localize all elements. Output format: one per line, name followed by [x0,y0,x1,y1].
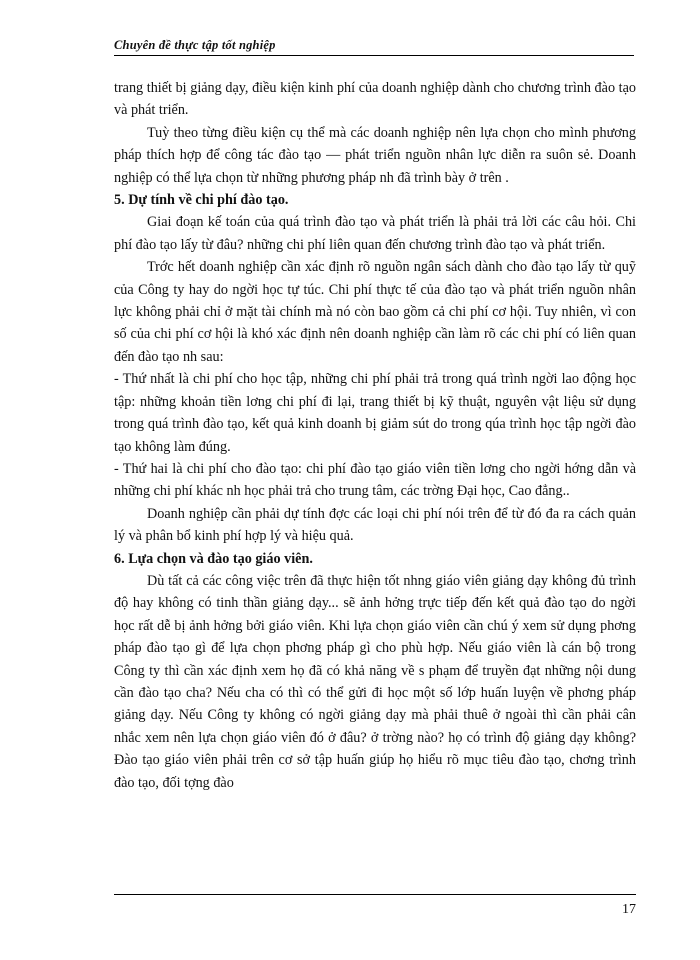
header-title: Chuyên đề thực tập tốt nghiệp [114,38,276,52]
paragraph-3: Giai đoạn kế toán của quá trình đào tạo và phát triển là phải trả lời các câu hỏi. Chi phí đào tạo lấy từ đâu? những chi phí liên quan đến chương trình đào tạo và phát triển. [114,214,636,253]
page-number: 17 [622,902,636,917]
section-heading-6: 6. Lựa chọn và đào tạo giáo viên. [114,550,313,567]
page-body [114,77,636,794]
section-heading-5: 5. Dự tính về chi phí đào tạo. [114,192,289,209]
paragraph-1: trang thiết bị giảng dạy, điều kiện kinh phí của doanh nghiệp dành cho chương trình đào tạo và phát triển. [114,80,636,119]
footer-rule [114,894,636,895]
page-header [114,38,634,58]
list-item-cost-2: - Thứ hai là chi phí cho đào tạo: chi phí đào tạo giáo viên tiền lơng cho ngời hớng dẫn và những chi phí khác nh học phải trả cho trung tâm, các trờng Đại học, Cao đẳng.. [114,460,636,500]
list-item-cost-1: - Thứ nhất là chi phí cho học tập, những chi phí phải trả trong quá trình ngời lao động học tập: những khoản tiền lơng chi phí đi lại, trang thiết bị kỹ thuật, nguyên vật liệu sử dụng trong quá trình đào tạo, kết quả kinh doanh bị giảm sút do trong qúa trình học tập ngời đào tạo không làm đúng. [114,371,636,455]
paragraph-4: Trớc hết doanh nghiệp cần xác định rõ nguồn ngân sách dành cho đào tạo lấy từ quỹ của Công ty hay do ngời học tự túc. Chi phí thực tế của đào tạo và phát triển nguồn nhân lực không phải chỉ ở mặt tài chính mà nó còn bao gồm cả chi phí cơ hội. Tuy nhiên, vì con số của chi phí cơ hội là khó xác định nên doanh nghiệp cần làm rõ các chi phí có liên quan đến đào tạo nh sau: [114,259,636,365]
paragraph-2: Tuỳ theo từng điều kiện cụ thể mà các doanh nghiệp nên lựa chọn cho mình phương pháp thích hợp để công tác đào tạo — phát triển nguồn nhân lực diễn ra suôn sẻ. Doanh nghiệp có thể lựa chọn từ những phương pháp nh đã trình bày ở trên . [114,124,636,186]
paragraph-5: Doanh nghiệp cần phải dự tính đợc các loại chi phí nói trên để từ đó đa ra cách quản lý và phân bổ kinh phí hợp lý và hiệu quả. [114,505,636,545]
header-rule [114,55,634,56]
paragraph-6: Dù tất cả các công việc trên đã thực hiện tốt nhng giáo viên giảng dạy không đủ trình độ hay không có tinh thần giảng dạy... sẽ ảnh hởng trực tiếp đến kết quả đào tạo do ngời học rất dễ bị ảnh hởng bởi giáo viên. Khi lựa chọn giáo viên cần chú ý xem sử dụng phơng pháp đào tạo gì để lựa chọn phơng pháp gì cho phù hợp. Nếu giáo viên là cán bộ trong Công ty thì cần xác định xem họ đã có khả năng về s phạm để truyền đạt những nội dung cần đào tạo cha? Nếu cha có thì có thể gửi đi học một số lớp huấn luyện về phơng pháp giảng dạy. Nếu Công ty không có ngời giảng dạy mà phải thuê ở ngoài thì cần phải cân nhắc xem nên lựa chọn giáo viên đó ở đâu? ở trờng nào? họ có trình độ giảng dạy không? Đào tạo giáo viên phải trên cơ sở tập huấn giúp họ hiểu rõ mục tiêu đào tạo, chơng trình đào tạo, đối tợng đào [114,572,636,791]
